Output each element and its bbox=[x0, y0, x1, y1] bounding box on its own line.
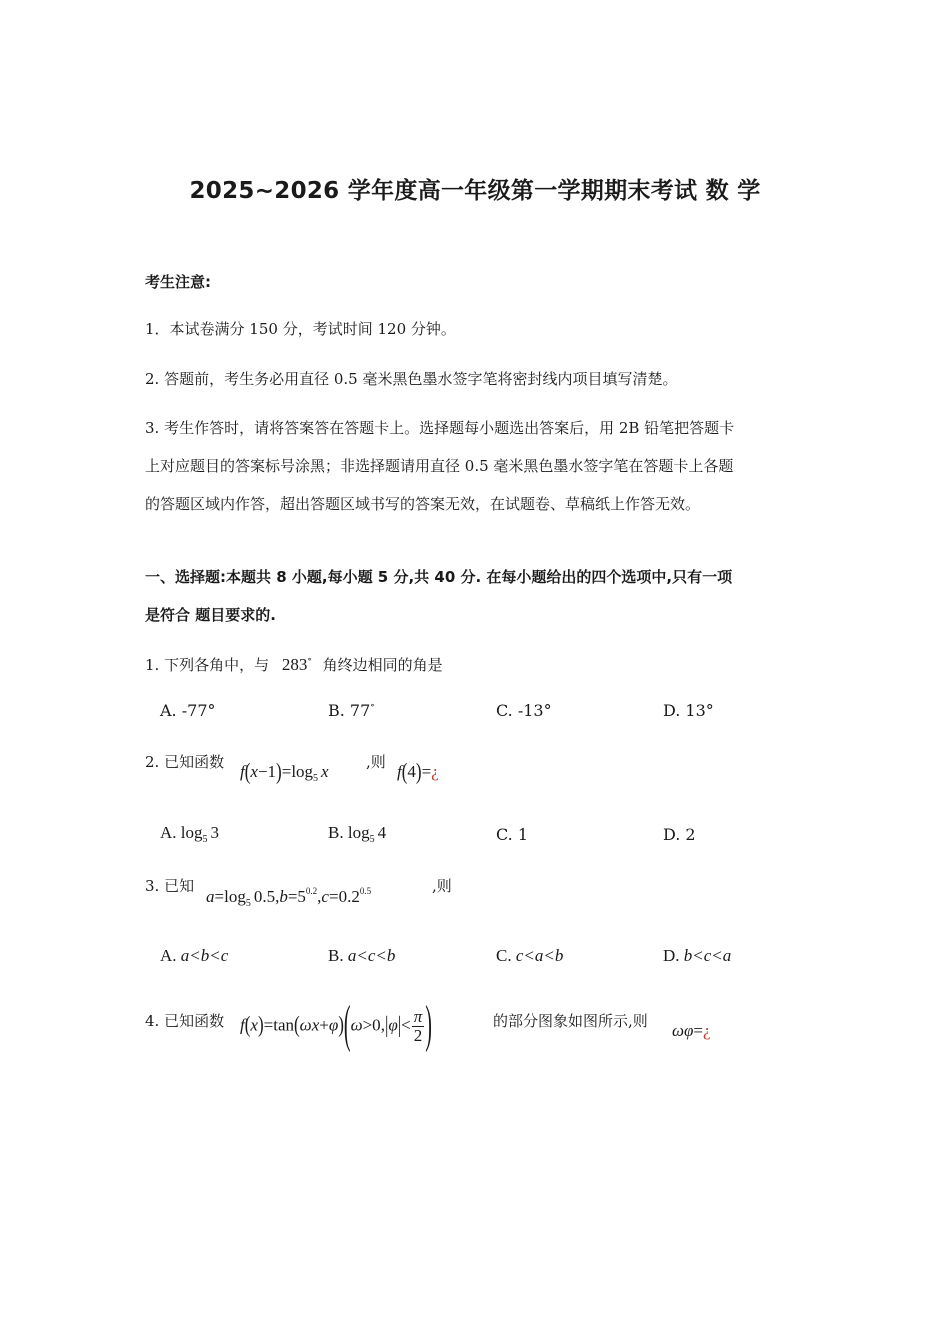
q2-b-val: 4 bbox=[377, 823, 387, 842]
q2-log-base: 5 bbox=[313, 773, 319, 784]
q4-phi: φ bbox=[328, 1015, 339, 1035]
question-1-suffix: 角终边相同的角是 bbox=[322, 656, 443, 674]
question-4-prefix: 4. 已知函数 bbox=[145, 1012, 225, 1030]
q1-option-b-text: B. 77 bbox=[328, 701, 371, 720]
q4-two: 2 bbox=[413, 1026, 423, 1045]
q4-pi: π bbox=[413, 1007, 423, 1026]
q3-d-expr: b<c<a bbox=[683, 946, 732, 965]
q3-b: b bbox=[279, 887, 288, 906]
q4-eq: = bbox=[263, 1015, 274, 1035]
q3-log-arg: 0.5 bbox=[253, 887, 276, 906]
q2-a-log: log bbox=[180, 823, 203, 842]
q3-eq1: = bbox=[214, 887, 225, 906]
q2-f: f bbox=[240, 762, 245, 781]
notice-item-2: 2. 答题前，考生务必用直径 0.5 毫米黑色墨水签字笔将密封线内项目填写清楚。 bbox=[145, 370, 678, 388]
q3-a: a bbox=[206, 887, 215, 906]
q3-a-expr: a<b<c bbox=[180, 946, 229, 965]
q4-omega-phi: ωφ=¿ bbox=[672, 1021, 711, 1040]
degree-symbol: ∘ bbox=[307, 655, 312, 665]
q4-omega2: ω bbox=[350, 1015, 363, 1035]
q2-function-expression: $f(x-1)=\log_5$ x bbox=[240, 758, 329, 785]
q2-log: log bbox=[291, 762, 314, 781]
q4-unknown-mark: ¿ bbox=[703, 1021, 711, 1040]
q3-exp-05: 0.5 bbox=[359, 886, 372, 896]
q4-mid-text: 的部分图象如图所示,则 bbox=[493, 1012, 648, 1030]
q1-option-c: C. -13° bbox=[496, 701, 552, 720]
q2-x: x bbox=[250, 762, 258, 781]
q4-gt0: >0 bbox=[362, 1015, 381, 1035]
q3-base-02: 0.2 bbox=[338, 887, 360, 906]
q4-function-expression: f(x)=tan(ωx+φ)(ω>0,|φ|< $\frac{\pi}{2}$ ) bbox=[240, 997, 432, 1055]
notice-item-1: 1．本试卷满分 150 分，考试时间 120 分钟。 bbox=[145, 320, 456, 338]
notice-item-3-line-1: 3. 考生作答时，请将答案答在答题卡上。选择题每小题选出答案后，用 2B 铅笔把答题卡 bbox=[145, 419, 735, 437]
q2-minus-one: −1 bbox=[257, 762, 277, 781]
q1-option-b-degree: ∘ bbox=[370, 701, 375, 711]
q2-f2: f bbox=[397, 762, 402, 781]
question-1-prefix: 1. 下列各角中，与 bbox=[145, 656, 270, 674]
q4-omega: ω bbox=[299, 1015, 312, 1035]
q2-log-arg: x bbox=[321, 762, 329, 781]
q3-option-b bbox=[328, 946, 395, 966]
q4-tan: tan bbox=[273, 1015, 294, 1035]
q2-a-label: A. bbox=[160, 823, 181, 842]
q2-option-b bbox=[328, 823, 386, 845]
q3-b-expr: a<c<b bbox=[347, 946, 396, 965]
q1-option-a: A. -77° bbox=[160, 701, 216, 720]
q3-c: c bbox=[321, 887, 329, 906]
section-heading-line-1: 一、选择题:本题共 8 小题,每小题 5 分,共 40 分. 在每小题给出的四个选项中,只有一项 bbox=[145, 568, 733, 586]
q3-expression: $a=\log_5$ $0.5,b=5^{0.2},c=0.2^{0.5}$ bbox=[206, 886, 372, 909]
q3-eq3: = bbox=[328, 887, 339, 906]
q2-b-base: 5 bbox=[369, 834, 375, 845]
q3-option-d bbox=[663, 946, 731, 966]
q2-unknown-mark: ¿ bbox=[431, 762, 439, 781]
q4-lt: < bbox=[401, 1015, 411, 1035]
q3-d-label: D. bbox=[663, 946, 684, 965]
q4-pi-over-2 bbox=[412, 1008, 425, 1045]
section-heading-line-2: 是符合 题目要求的. bbox=[145, 606, 276, 624]
q2-option-a bbox=[160, 823, 219, 845]
q3-c-label: C. bbox=[496, 946, 516, 965]
q2-f-of-4: f(4)=¿ bbox=[397, 758, 439, 785]
q3-option-c bbox=[496, 946, 563, 966]
q3-log: log bbox=[224, 887, 246, 906]
q2-b-log: log bbox=[347, 823, 370, 842]
notice-item-3-line-2: 上对应题目的答案标号涂黑；非选择题请用直径 0.5 毫米黑色墨水签字笔在答题卡上各题 bbox=[145, 457, 734, 475]
question-1 bbox=[145, 650, 443, 675]
q2-option-d: D. 2 bbox=[663, 825, 696, 844]
q2-a-val: 3 bbox=[210, 823, 220, 842]
notice-item-3-line-3: 的答题区域内作答，超出答题区域书写的答案无效，在试题卷、草稿纸上作答无效。 bbox=[145, 495, 701, 513]
q4-f: f bbox=[240, 1015, 245, 1035]
q4-omegaphi: ωφ bbox=[672, 1021, 694, 1040]
q1-option-b bbox=[328, 701, 375, 720]
q4-phi2: φ bbox=[388, 1015, 398, 1035]
q3-then: ,则 bbox=[432, 877, 452, 895]
q2-b-label: B. bbox=[328, 823, 348, 842]
question-3-prefix: 3. 已知 bbox=[145, 877, 195, 895]
q3-option-a bbox=[160, 946, 228, 966]
q2-a-base: 5 bbox=[202, 834, 208, 845]
q3-eq2: = bbox=[287, 887, 298, 906]
q3-five: 5 bbox=[297, 887, 306, 906]
q3-a-label: A. bbox=[160, 946, 181, 965]
q3-exp-02: 0.2 bbox=[305, 886, 318, 896]
q3-b-label: B. bbox=[328, 946, 348, 965]
exam-title: 2025~2026 学年度高一年级第一学期期末考试 数 学 bbox=[189, 178, 761, 204]
q2-eq: = bbox=[281, 762, 292, 781]
notice-heading: 考生注意: bbox=[145, 273, 211, 291]
q1-option-d: D. 13° bbox=[663, 701, 714, 720]
q2-arg-4: 4 bbox=[407, 762, 416, 781]
q2-then: ,则 bbox=[366, 753, 386, 771]
q3-c-expr: c<a<b bbox=[515, 946, 564, 965]
question-2-prefix: 2. 已知函数 bbox=[145, 753, 225, 771]
q4-x: x bbox=[250, 1015, 258, 1035]
q3-log-base: 5 bbox=[245, 898, 251, 909]
angle-value: 283 bbox=[281, 655, 308, 674]
q4-x2: x bbox=[311, 1015, 320, 1035]
q2-option-c: C. 1 bbox=[496, 825, 529, 844]
